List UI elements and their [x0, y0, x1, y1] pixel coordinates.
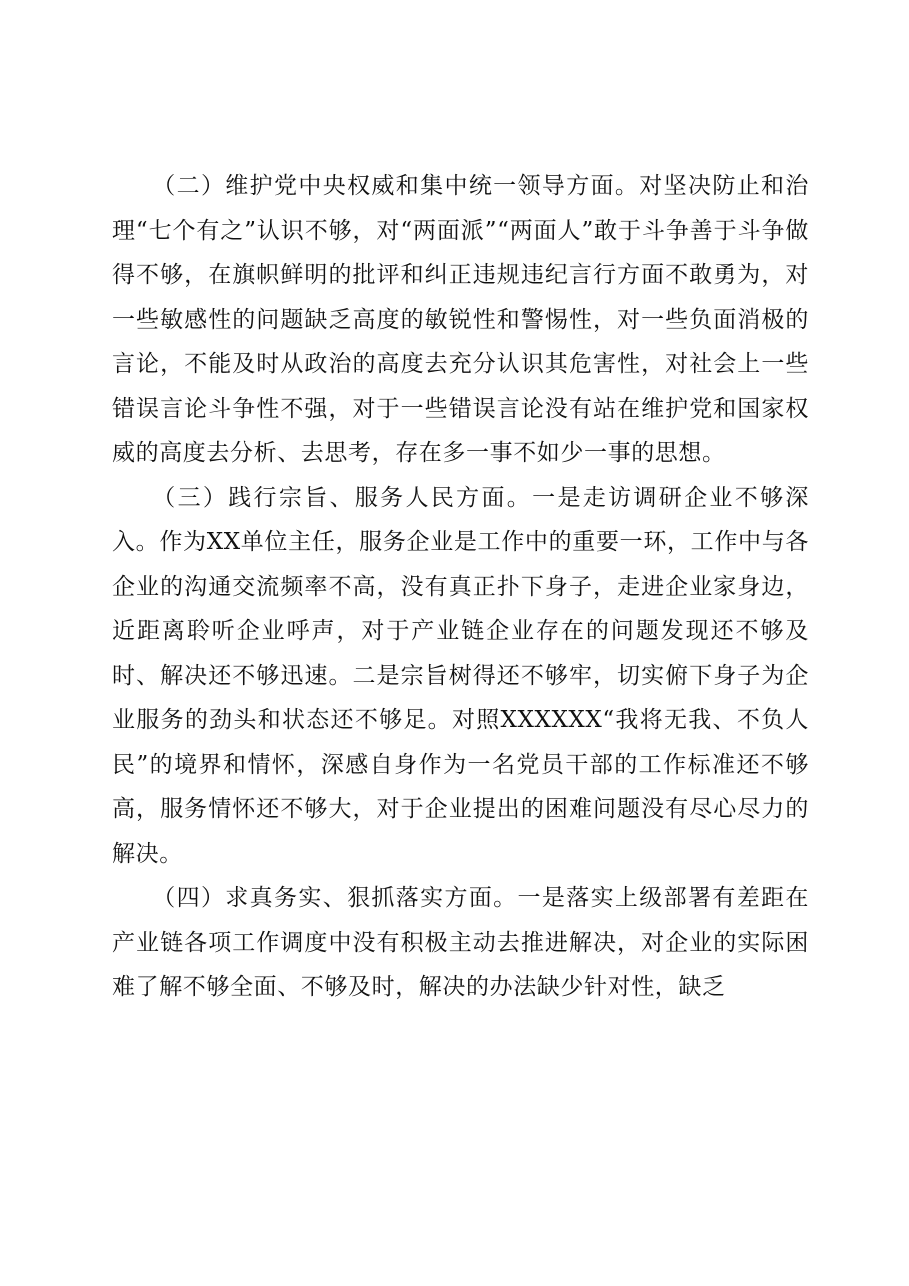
document-body — [112, 164, 809, 1010]
paragraph-section-2: （二）维护党中央权威和集中统一领导方面。对坚决防止和治理“七个有之”认识不够，对“两面派”“两面人”敢于斗争善于斗争做得不够，在旗帜鲜明的批评和纠正违规违纪言行方面不敢勇为，对一些敏感性的问题缺乏高度的敏锐性和警惕性，对一些负面消极的言论，不能及时从政治的高度去充分认识其危害性，对社会上一些错误言论斗争性不强，对于一些错误言论没有站在维护党和国家权威的高度去分析、去思考，存在多一事不如少一事的思想。 — [112, 173, 809, 466]
paragraph-section-4: （四）求真务实、狠抓落实方面。一是落实上级部署有差距在产业链各项工作调度中没有积极主动去推进解决，对企业的实际困难了解不够全面、不够及时，解决的办法缺少针对性，缺乏 — [112, 885, 809, 1000]
paragraph-section-3: （三）践行宗旨、服务人民方面。一是走访调研企业不够深入。作为XX单位主任，服务企业是工作中的重要一环，工作中与各企业的沟通交流频率不高，没有真正扑下身子，走进企业家身边，近距离聆听企业呼声，对于产业链企业存在的问题发现还不够及时、解决还不够迅速。二是宗旨树得还不够牢，切实俯下身子为企业服务的劲头和状态还不够足。对照XXXXXX“我将无我、不负人民”的境界和情怀，深感自身作为一名党员干部的工作标准还不够高，服务情怀还不够大，对于企业提出的困难问题没有尽心尽力的解决。 — [112, 484, 809, 867]
